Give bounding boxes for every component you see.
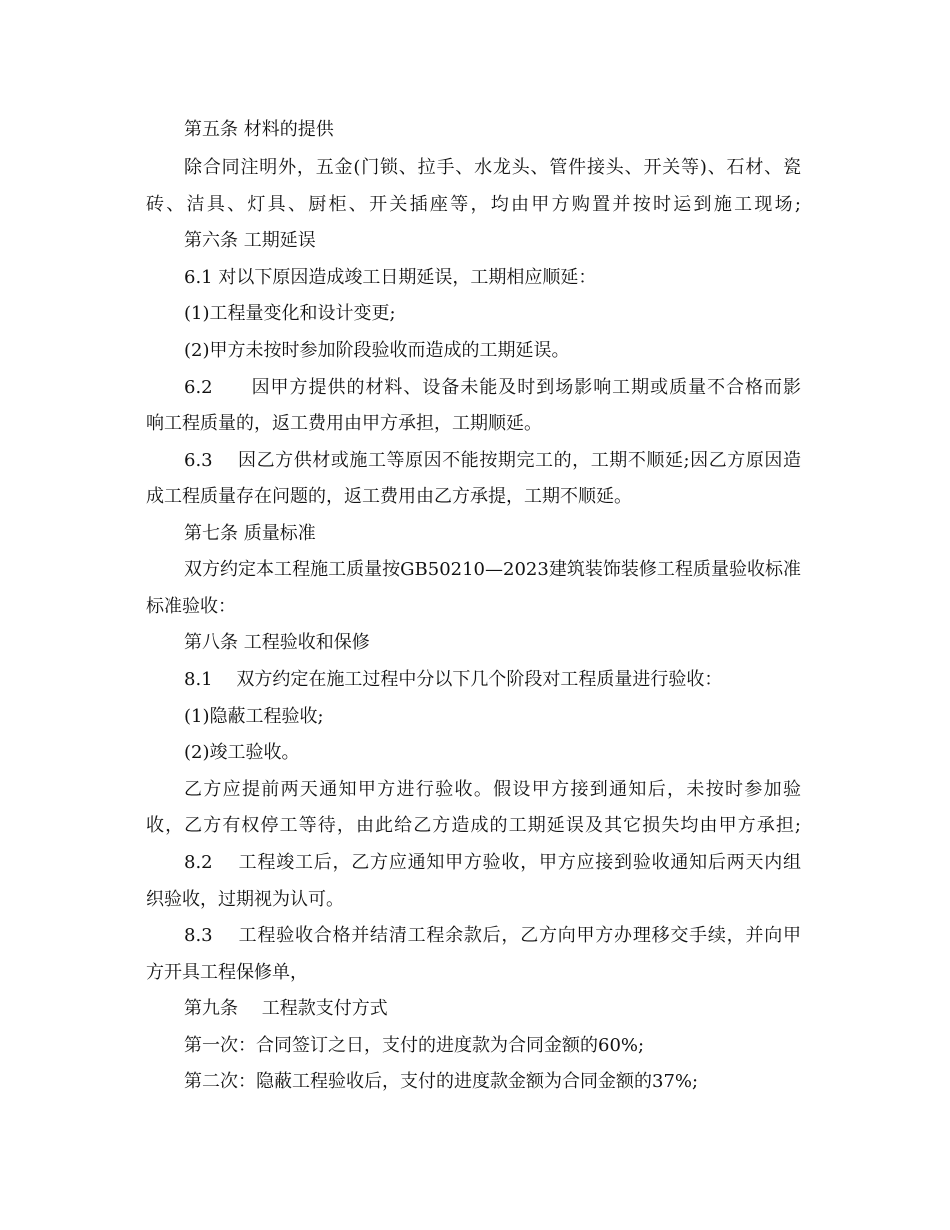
list-item: (1)工程量变化和设计变更; [184, 303, 396, 324]
clause-6-1: 6.1 对以下原因造成竣工日期延误，工期相应顺延： [184, 267, 597, 288]
paragraph-line: 方开具工程保修单， [146, 962, 308, 983]
article-5-heading: 第五条 材料的提供 [184, 119, 334, 140]
clause-8-2: 8.2 工程竣工后，乙方应通知甲方验收，甲方应接到验收通知后两天内组 [184, 852, 801, 873]
clause-6-3: 6.3 因乙方供材或施工等原因不能按期完工的，工期不顺延;因乙方原因造 [184, 450, 801, 471]
paragraph-line: 除合同注明外，五金(门锁、拉手、水龙头、管件接头、开关等)、石材、瓷 [184, 157, 801, 178]
paragraph-line: 织验收，过期视为认可。 [146, 889, 344, 910]
paragraph-line: 成工程质量存在问题的，返工费用由乙方承提，工期不顺延。 [146, 486, 632, 507]
clause-6-2: 6.2 因甲方提供的材料、设备未能及时到场影响工期或质量不合格而影 [184, 377, 801, 398]
clause-8-1: 8.1 双方约定在施工过程中分以下几个阶段对工程质量进行验收： [184, 669, 723, 690]
article-8-heading: 第八条 工程验收和保修 [184, 632, 370, 653]
article-6-heading: 第六条 工期延误 [184, 230, 316, 251]
article-7-heading: 第七条 质量标准 [184, 523, 316, 544]
paragraph-line: 双方约定本工程施工质量按GB50210—2023建筑装饰装修工程质量验收标准 [184, 559, 801, 580]
clause-8-3: 8.3 工程验收合格并结清工程余款后，乙方向甲方办理移交手续，并向甲 [184, 925, 801, 946]
paragraph-line: 响工程质量的，返工费用由甲方承担，工期顺延。 [146, 413, 542, 434]
article-9-heading: 第九条 工程款支付方式 [184, 998, 388, 1019]
payment-line: 第一次：合同签订之日，支付的进度款为合同金额的60%; [184, 1035, 645, 1056]
list-item: (2)甲方未按时参加阶段验收而造成的工期延误。 [184, 340, 570, 361]
paragraph-line: 砖、洁具、灯具、厨柜、开关插座等，均由甲方购置并按时运到施工现场; [146, 194, 801, 215]
list-item: (1)隐蔽工程验收; [184, 706, 324, 727]
paragraph-line: 收，乙方有权停工等待，由此给乙方造成的工期延误及其它损失均由甲方承担; [146, 815, 801, 836]
paragraph-line: 乙方应提前两天通知甲方进行验收。假设甲方接到通知后，未按时参加验 [184, 779, 801, 800]
payment-line: 第二次：隐蔽工程验收后，支付的进度款金额为合同金额的37%; [184, 1071, 699, 1092]
paragraph-line: 标准验收： [146, 596, 236, 617]
list-item: (2)竣工验收。 [184, 742, 300, 763]
